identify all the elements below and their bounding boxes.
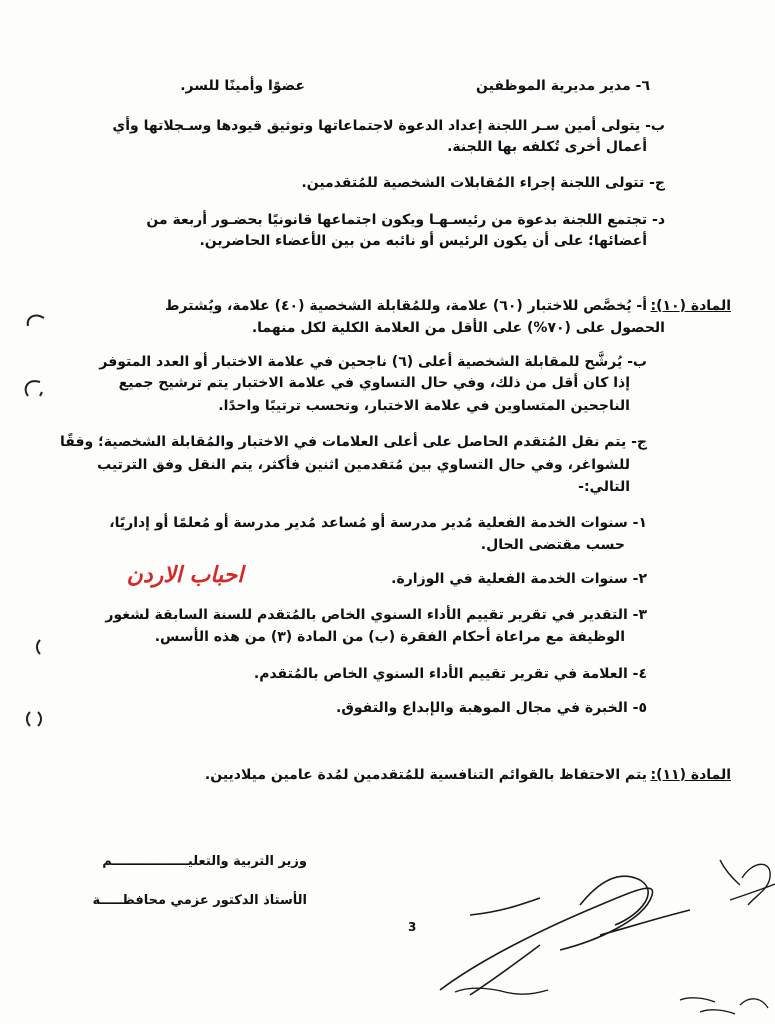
watermark-text: احباب الاردن — [126, 562, 244, 588]
committee-member-title: عضوًا وأمينًا للسر. — [180, 78, 305, 94]
punch-hole-mark-3 — [37, 640, 40, 654]
article-10-para-a-line-2: الحصول على (٧٠%) على الأقل من العلامة الكلية لكل منهما. — [251, 320, 665, 336]
punch-hole-mark-1 — [28, 316, 44, 326]
committee-para-j: ج- تتولى اللجنة إجراء المُقابلات الشخصية للمُتقدمين. — [301, 175, 665, 191]
article-11-label: المادة (١١): — [650, 767, 731, 783]
article-10-item-4: ٤- العلامة في تقرير تقييم الأداء السنوي الخاص بالمُتقدم. — [253, 666, 647, 682]
article-10-item-3-line-1: ٣- التقدير في تقرير تقييم الأداء السنوي الخاص بالمُتقدم للسنة السابقة لشغور — [105, 607, 647, 623]
article-10-para-j-line-1: ج- يتم نقل المُتقدم الحاصل على أعلى العلامات في الاختبار والمُقابلة الشخصية؛ وفقًا — [60, 434, 647, 450]
committee-member-role: ٦- مدير مديرية الموظفين — [476, 78, 650, 94]
minister-title: وزير التربية والتعليـــــــــــــــــم — [102, 854, 307, 869]
page-number: 3 — [408, 920, 417, 934]
article-10-para-b-line-2: إذا كان أقل من ذلك، وفي حال التساوي في علامة الاختبار يتم ترشيح جميع — [118, 375, 630, 391]
article-10-para-j-line-2: للشواغر، وفي حال التساوي بين مُتقدمين اثنين فأكثر، يتم النقل وفق الترتيب — [97, 457, 630, 473]
committee-para-b-line-2: أعمال أخرى تُكلفه بها اللجنة. — [447, 139, 647, 155]
committee-para-b-line-1: ب- يتولى أمين سـر اللجنة إعداد الدعوة لاجتماعاتها وتوثيق قيودها وسـجلاتها وأي — [112, 118, 665, 134]
handwritten-signature-1 — [440, 876, 690, 995]
article-10-label: المادة (١٠): — [650, 298, 731, 314]
article-10-item-1-line-1: ١- سنوات الخدمة الفعلية مُدير مدرسة أو مُساعد مُدير مدرسة أو مُعلمًا أو إداريًا، — [109, 515, 647, 531]
minister-name: الأستاذ الدكتور عزمي محافظـــــة — [92, 893, 307, 908]
article-10-para-j-line-3: التالي:- — [578, 479, 630, 495]
handwritten-signature-2 — [720, 860, 775, 905]
handwritten-initials — [455, 988, 768, 1014]
punch-hole-mark-2 — [26, 381, 42, 396]
article-10-para-b-line-1: ب- يُرشَّح للمقابلة الشخصية أعلى (٦) ناجحين في علامة الاختبار أو العدد المتوفر — [99, 354, 647, 370]
article-10-para-a-line-1: أ- يُخصَّص للاختبار (٦٠) علامة، وللمُقابلة الشخصية (٤٠) علامة، ويُشترط — [165, 298, 647, 314]
committee-para-d-line-2: أعضائها؛ على أن يكون الرئيس أو نائبه من بين الأعضاء الحاضرين. — [199, 233, 647, 249]
article-11-text: يتم الاحتفاظ بالقوائم التنافسية للمُتقدمين لمُدة عامين ميلاديين. — [204, 767, 647, 783]
punch-hole-mark-4 — [27, 712, 41, 726]
article-10-item-2: ٢- سنوات الخدمة الفعلية في الوزارة. — [391, 571, 647, 587]
committee-para-d-line-1: د- تجتمع اللجنة بدعوة من رئيسـهـا ويكون اجتماعها قانونيًا بحضـور أربعة من — [146, 212, 665, 228]
article-10-item-3-line-2: الوظيفة مع مراعاة أحكام الفقرة (ب) من المادة (٣) من هذه الأسس. — [154, 629, 625, 645]
article-10-item-5: ٥- الخبرة في مجال الموهبة والإبداع والتفوق. — [336, 700, 647, 716]
article-10-item-1-line-2: حسب مقتضى الحال. — [480, 537, 625, 553]
article-10-para-b-line-3: الناجحين المتساوين في علامة الاختبار، وتحسب ترتيبًا واحدًا. — [218, 398, 630, 414]
